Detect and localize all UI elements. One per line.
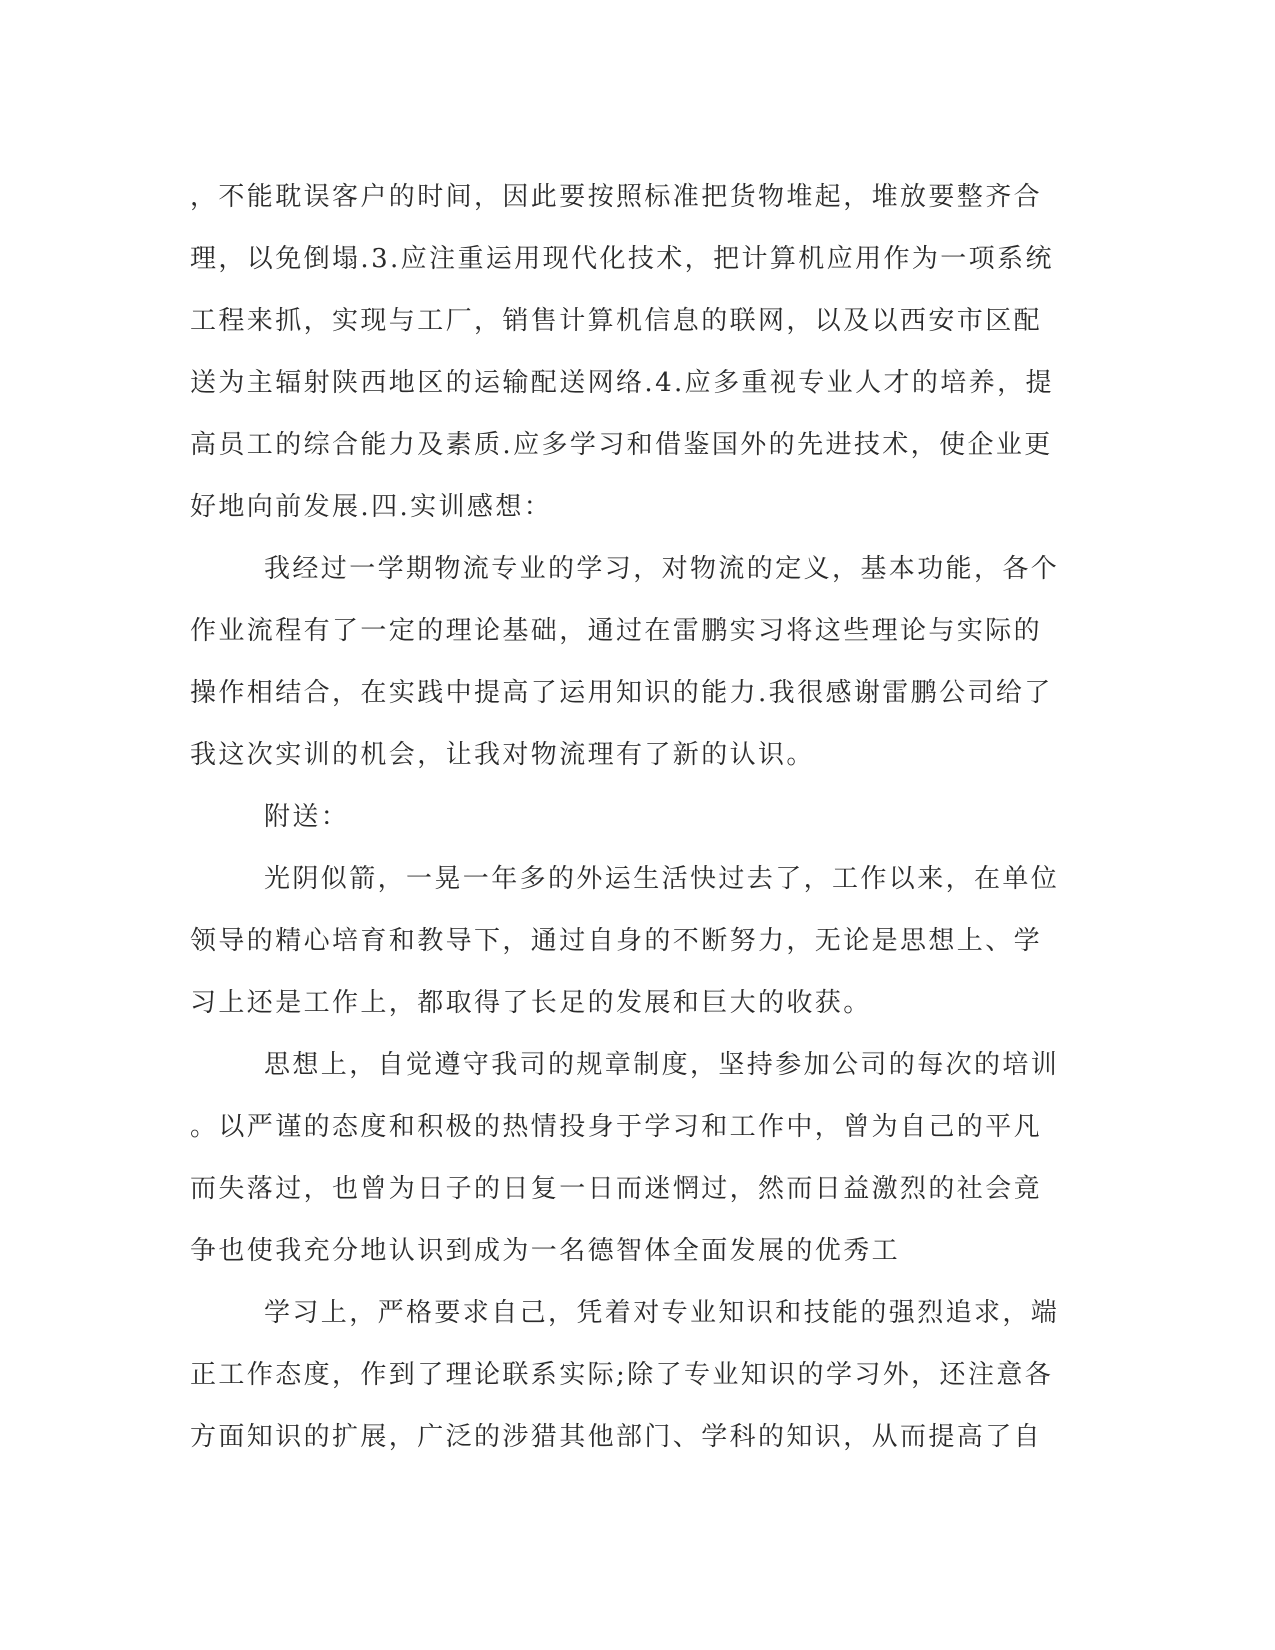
text-line: 学习上，严格要求自己，凭着对专业知识和技能的强烈追求，端: [264, 1298, 1060, 1328]
document-body: [190, 166, 1070, 1468]
text-line: 工程来抓，实现与工厂，销售计算机信息的联网，以及以西安市区配: [190, 306, 1043, 336]
text-line: 领导的精心培育和教导下，通过自身的不断努力，无论是思想上、学: [190, 926, 1043, 956]
text-line: 我经过一学期物流专业的学习，对物流的定义，基本功能，各个: [264, 554, 1060, 584]
paragraph-recommendations: [190, 166, 1070, 538]
text-line: 高员工的综合能力及素质.应多学习和借鉴国外的先进技术，使企业更: [190, 430, 1053, 460]
text-line: 附送：: [264, 802, 350, 832]
text-line: 习上还是工作上，都取得了长足的发展和巨大的收获。: [190, 988, 872, 1018]
text-line: 理，以免倒塌.3.应注重运用现代化技术，把计算机应用作为一项系统: [190, 244, 1054, 274]
text-line: 好地向前发展.四.实训感想：: [190, 492, 553, 522]
text-line: 而失落过，也曾为日子的日复一日而迷惘过，然而日益激烈的社会竟: [190, 1174, 1043, 1204]
text-line: 我这次实训的机会，让我对物流理有了新的认识。: [190, 740, 815, 770]
text-line: 送为主辐射陕西地区的运输配送网络.4.应多重视专业人才的培养，提: [190, 368, 1054, 398]
text-line: 方面知识的扩展，广泛的涉猎其他部门、学科的知识，从而提高了自: [190, 1422, 1043, 1452]
text-line: 操作相结合，在实践中提高了运用知识的能力.我很感谢雷鹏公司给了: [190, 678, 1053, 708]
paragraph-training-thoughts: [190, 538, 1070, 786]
text-line: 思想上，自觉遵守我司的规章制度，坚持参加公司的每次的培训: [264, 1050, 1060, 1080]
paragraph-ideology: [190, 1034, 1070, 1282]
text-line: 正工作态度，作到了理论联系实际;除了专业知识的学习外，还注意各: [190, 1360, 1054, 1390]
text-line: ，不能耽误客户的时间，因此要按照标准把货物堆起，堆放要整齐合: [190, 182, 1043, 212]
paragraph-study: [190, 1282, 1070, 1468]
text-line: 光阴似箭，一晃一年多的外运生活快过去了，工作以来，在单位: [264, 864, 1060, 894]
text-line: 。以严谨的态度和积极的热情投身于学习和工作中，曾为自己的平凡: [190, 1112, 1043, 1142]
text-line: 作业流程有了一定的理论基础，通过在雷鹏实习将这些理论与实际的: [190, 616, 1043, 646]
paragraph-time-flies: [190, 848, 1070, 1034]
paragraph-appendix-heading: [190, 786, 1070, 848]
text-line: 争也使我充分地认识到成为一名德智体全面发展的优秀工: [190, 1236, 901, 1266]
